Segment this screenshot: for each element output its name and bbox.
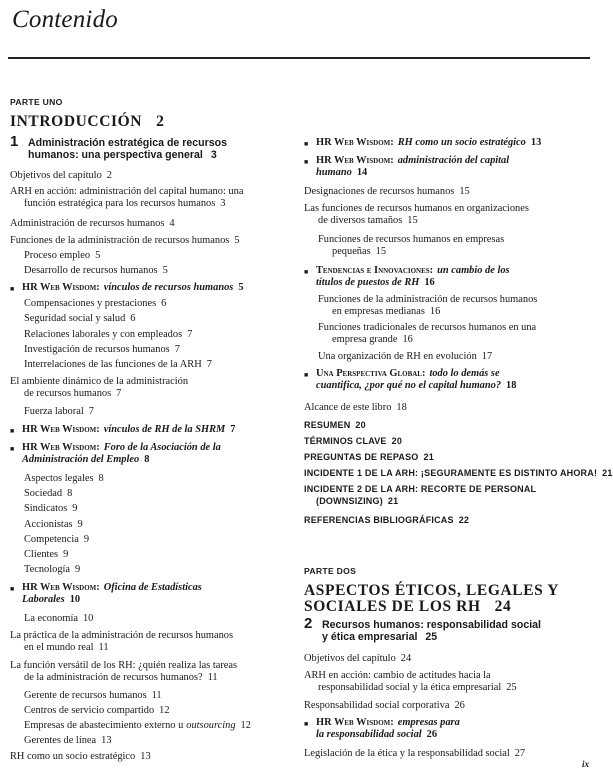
toc-entry [304,670,517,695]
page-number: 9 [75,564,81,575]
feature-line [316,729,460,741]
page-number: 21 [423,452,434,462]
toc-entry-italic: outsourcing [186,720,236,731]
feature-line [316,167,509,179]
feature-title: vínculos de RH de la SHRM [103,424,226,435]
part-title-line: SOCIALES DE LOS RH 24 [304,598,512,615]
chapter-heading [10,133,228,162]
feature-entry [22,582,202,607]
feature-title: vínculos de recursos humanos [103,282,234,293]
section-entry [304,419,366,432]
toc-entry [24,735,112,747]
toc-entry-text: Compensaciones y prestaciones [24,298,157,309]
toc-entry [10,751,151,763]
feature-title: Administración del Empleo [22,454,140,466]
toc-entry [318,294,537,319]
page-number: 9 [77,519,83,530]
feature-line [22,454,221,466]
feature-label: HR Web Wisdom: [22,282,100,293]
toc-entry [304,402,407,414]
toc-entry [24,503,78,515]
chapter-title-line: Recursos humanos: responsabilidad social [322,619,541,631]
toc-entry-text: Clientes [24,549,59,560]
toc-entry [304,203,529,228]
feature-line [22,424,235,436]
toc-entry [10,170,112,182]
toc-entry-line: Funciones tradicionales de recursos humanos en una [318,322,537,333]
feature-line [316,717,460,729]
page-number: 18 [396,402,407,413]
part-title [10,114,164,130]
toc-entry [24,265,168,277]
page-number: 11 [98,642,109,654]
toc-entry-text: RH como un socio estratégico [10,751,136,762]
toc-entry [24,690,162,702]
section-entry-text: REFERENCIAS BIBLIOGRÁFICAS [304,515,454,525]
section-entry-text: PREGUNTAS DE REPASO [304,452,419,462]
toc-entry-text: Proceso empleo [24,250,91,261]
page-number: 4 [169,218,175,229]
toc-entry [24,344,180,356]
feature-entry [316,155,509,180]
feature-label: HR Web Wisdom: [22,442,100,453]
toc-entry-text: Desarrollo de recursos humanos [24,265,158,276]
page-number: 16 [429,306,441,318]
feature-entry [316,137,541,149]
toc-entry-text: Tecnología [24,564,71,575]
toc-entry-line: El ambiente dinámico de la administración [10,376,189,387]
toc-entry-line: empresa grande 16 [332,334,413,346]
feature-entry [22,282,244,294]
feature-label: HR Web Wisdom: [22,424,100,435]
toc-entry [318,234,504,259]
feature-title: Foro de la Asociación de la [103,442,221,453]
toc-entry [10,218,175,230]
feature-line [316,368,516,380]
part-label [304,565,356,578]
page-number: 21 [602,468,613,478]
section-entry-text: RESUMEN [304,420,351,430]
toc-entry [24,705,170,717]
chapter-title-line: y ética empresarial 25 [322,631,438,644]
toc-entry-text: Fuerza laboral [24,406,84,417]
feature-title: la responsabilidad social [316,729,422,741]
section-entry [304,483,536,508]
toc-entry-line: en el mundo real 11 [24,642,109,654]
toc-entry-line: responsabilidad social y la ética empresarial 25 [318,682,517,694]
feature-title: todo lo demás se [429,368,500,379]
feature-line [316,137,541,149]
page-number: 2 [106,170,112,181]
title-rule [8,57,590,59]
page-number: 18 [506,380,517,392]
page-number: 25 [425,631,438,644]
feature-line [316,265,510,277]
page-number: 7 [187,329,193,340]
section-entry [304,514,469,527]
chapter-title-line: humanos: una perspectiva general 3 [28,149,217,162]
page-number: 12 [159,705,170,716]
toc-entry [24,359,212,371]
page-number: 9 [72,503,78,514]
toc-entry-text: Interrelaciones de las funciones de la ARH [24,359,202,370]
page-number: 16 [424,277,435,289]
toc-entry-text: Gerentes de línea [24,735,97,746]
page-number: 20 [391,436,403,446]
toc-entry [24,613,93,625]
toc-entry-text: Alcance de este libro [304,402,392,413]
page-number: 7 [116,388,122,400]
page-number: 7 [174,344,180,355]
page-number: 2 [156,113,165,130]
feature-entry [316,368,516,393]
toc-entry-text: Designaciones de recursos humanos [304,186,455,197]
feature-line [316,277,510,289]
toc-entry-text: La economía [24,613,78,624]
page-number: 15 [459,186,470,197]
toc-entry [24,534,89,546]
toc-entry [10,376,188,401]
toc-entry-text: Legislación de la ética y la responsabilidad social [304,748,510,759]
page-number: 15 [407,215,418,227]
page-number: 21 [387,496,399,507]
toc-entry [24,329,192,341]
section-entry [304,435,402,448]
feature-title: un cambio de los [437,265,510,276]
toc-entry [10,186,243,211]
part-title-text: INTRODUCCIÓN [10,113,143,130]
part-title-line: ASPECTOS ÉTICOS, LEGALES Y [304,582,560,599]
toc-entry-line: Las funciones de recursos humanos en organizaciones [304,203,529,214]
page-number: 10 [69,594,81,606]
page-number: 13 [101,735,112,746]
toc-entry [304,748,525,760]
page-number: 25 [506,682,517,694]
toc-entry-text: Funciones de la administración de recursos humanos [10,235,230,246]
toc-entry [10,235,240,247]
feature-title: empresas para [397,717,460,728]
toc-entry-text: Centros de servicio compartido [24,705,155,716]
toc-entry [24,313,136,325]
toc-entry [304,186,470,198]
toc-entry-text: Administración de recursos humanos [10,218,165,229]
page-number: 14 [356,167,368,179]
toc-entry-text: Objetivos del capítulo [304,653,396,664]
toc-entry-text: Sindicatos [24,503,68,514]
toc-entry [24,519,83,531]
toc-entry-line: ARH en acción: administración del capital humano: una [10,186,244,197]
page-number: 17 [481,351,493,362]
page-number: 20 [355,420,366,430]
page-number: 5 [234,235,240,246]
feature-title: humano [316,167,352,179]
toc-entry [304,700,465,712]
page-number: 11 [151,690,162,701]
page-number: 9 [83,534,90,545]
page-number: 9 [63,549,69,560]
chapter-title-line: Administración estratégica de recursos [28,137,228,149]
page-number: 6 [130,313,136,324]
page-number: 8 [98,473,104,484]
page-number: 6 [161,298,167,309]
toc-entry-line: de la administración de recursos humanos? 11 [24,672,218,684]
section-entry-text: INCIDENTE 1 DE LA ARH: ¡SEGURAMENTE ES DISTINTO AHORA! [304,468,598,478]
page-number: 7 [88,406,94,417]
toc-entry-text: Responsabilidad social corporativa [304,700,450,711]
page-title: Contenido [12,6,118,33]
toc-entry-line: en empresas medianas 16 [332,306,441,318]
page-number: 15 [375,246,387,258]
page-number: 26 [454,700,465,711]
part-title [304,583,559,615]
section-entry-line: INCIDENTE 2 DE LA ARH: RECORTE DE PERSONAL [304,484,537,494]
feature-label: Tendencias e Innovaciones: [316,265,434,276]
toc-entry-line: La función versátil de los RH: ¿quién realiza las tareas [10,660,238,671]
toc-entry [24,250,100,262]
page-number: 22 [458,515,470,525]
page-number: 3 [210,149,217,162]
feature-label: HR Web Wisdom: [316,137,394,148]
page-number: 5 [162,265,168,276]
toc-entry [24,549,68,561]
toc-entry [24,473,104,485]
part-label [10,96,63,109]
feature-label: HR Web Wisdom: [22,582,100,593]
feature-title: Oficina de Estadísticas [103,582,202,593]
page-number: 5 [95,250,101,261]
feature-line [22,282,244,294]
toc-entry-line: La práctica de la administración de recursos humanos [10,630,234,641]
page-number: ix [582,759,590,769]
page-number: 26 [426,729,438,741]
toc-entry-text: Accionistas [24,519,73,530]
chapter-heading [304,615,541,644]
toc-entry-text: Investigación de recursos humanos [24,344,170,355]
feature-title: títulos de puestos de RH [316,277,420,289]
feature-line [316,155,509,167]
feature-title: cuantifica, ¿por qué no el capital humano? [316,380,502,392]
toc-entry [24,298,166,310]
toc-entry-line: ARH en acción: cambio de actitudes hacia la [304,670,491,681]
toc-entry [24,564,80,576]
page-number: 3 [220,198,226,210]
feature-label: HR Web Wisdom: [316,155,394,166]
toc-entry-text: Seguridad social y salud [24,313,126,324]
toc-entry [318,351,492,363]
feature-line [22,582,202,594]
toc-entry [318,322,536,347]
section-entry-text: TÉRMINOS CLAVE [304,436,387,446]
page-number: 10 [82,613,94,624]
feature-label: HR Web Wisdom: [316,717,394,728]
section-entry-line: (DOWNSIZING) 21 [316,496,399,507]
page-number: 13 [530,137,542,148]
toc-entry-line: de recursos humanos 7 [24,388,122,400]
toc-entry-text: Competencia [24,534,79,545]
feature-entry [22,424,235,436]
feature-entry [316,265,510,290]
toc-entry-line: función estratégica para los recursos humanos 3 [24,198,226,210]
toc-entry [10,630,233,655]
part-label-text: PARTE DOS [304,566,357,576]
toc-entry [10,660,237,685]
feature-label: Una Perspectiva Global: [316,368,426,379]
toc-entry [304,653,411,665]
page-number: 8 [144,454,150,466]
toc-entry-text: Una organización de RH en evolución [318,351,477,362]
page-number: 24 [494,598,512,615]
toc-entry-text: Objetivos del capítulo [10,170,102,181]
feature-line [22,594,202,606]
toc-entry-text: Relaciones laborales y con empleados [24,329,183,340]
toc-entry-text: Gerente de recursos humanos [24,690,147,701]
section-entry [304,467,613,480]
toc-entry-line: Funciones de recursos humanos en empresas [318,234,505,245]
feature-line [316,380,516,392]
part-label-text: PARTE UNO [10,97,63,107]
page-number: 5 [238,282,244,293]
chapter-number: 2 [304,615,313,632]
toc-entry-line: Funciones de la administración de recursos humanos [318,294,538,305]
feature-entry [22,442,221,467]
toc-entry-line: pequeñas 15 [332,246,387,258]
page-number: 8 [67,488,73,499]
section-entry [304,451,434,464]
toc-entry-text: Sociedad [24,488,63,499]
toc-entry [24,406,94,418]
feature-title: Laborales [22,594,65,606]
page-number: 7 [230,424,236,435]
chapter-number: 1 [10,133,19,150]
feature-line [22,442,221,454]
toc-entry [24,720,251,732]
feature-entry [316,717,460,742]
feature-title: RH como un socio estratégico [397,137,526,148]
feature-title: administración del capital [397,155,510,166]
page-number: 12 [240,720,251,731]
toc-entry-text: Empresas de abastecimiento externo u [24,720,184,731]
page-number: 13 [140,751,151,762]
page-number: 27 [514,748,526,759]
toc-entry-line: de diversos tamaños 15 [318,215,418,227]
page-number: 11 [207,672,218,684]
page-number: 24 [400,653,412,664]
page-number: 7 [206,359,212,370]
page-number: 16 [402,334,413,346]
toc-entry [24,488,72,500]
toc-entry-text: Aspectos legales [24,473,94,484]
